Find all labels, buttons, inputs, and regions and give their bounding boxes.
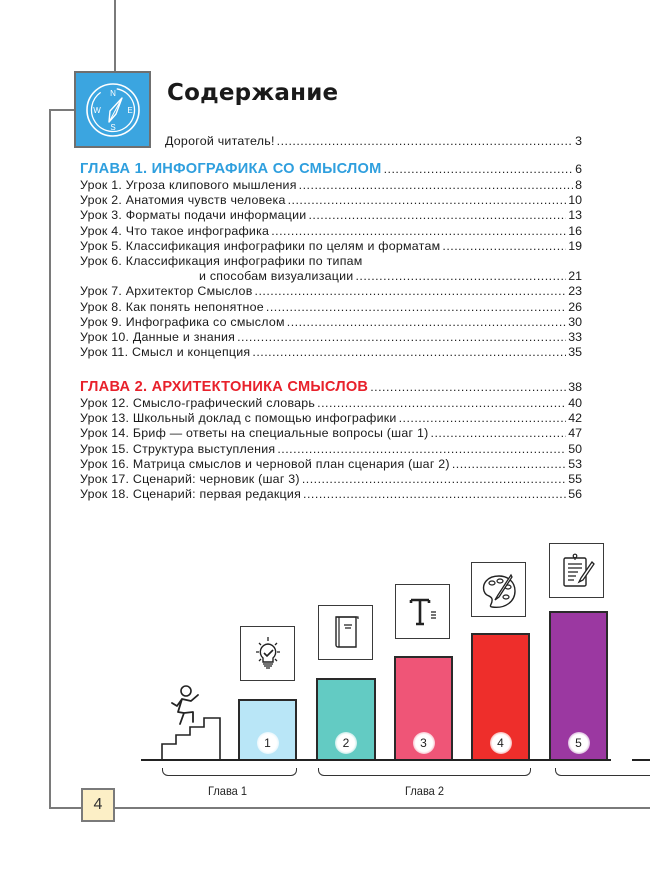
palette-icon (478, 569, 520, 611)
toc-page: 26 (568, 299, 582, 314)
toc-row-lesson-12[interactable] (80, 396, 582, 411)
toc-row-lesson-13[interactable] (80, 411, 582, 426)
leader-dots (317, 396, 566, 411)
step-bar-5 (549, 611, 608, 760)
leader-dots (452, 457, 566, 472)
toc-label: Урок 5. Классификация инфографики по целям и форматам (80, 238, 441, 253)
chapter-heading-2[interactable] (80, 378, 582, 396)
leader-dots (370, 378, 566, 396)
chapter-title: ГЛАВА 1. ИНФОГРАФИКА СО СМЫСЛОМ (80, 161, 382, 177)
step-number: 4 (490, 732, 512, 754)
icon-box-5 (549, 543, 604, 598)
toc-page: 33 (568, 330, 582, 345)
leader-dots (287, 315, 566, 330)
toc-label: Дорогой читатель! (165, 134, 275, 148)
lightbulb-check-icon (248, 634, 288, 674)
step-bar-1 (238, 699, 297, 760)
icon-box-2 (318, 605, 373, 660)
clipboard-pencil-icon (556, 550, 598, 592)
toc-page: 30 (568, 314, 582, 329)
toc-page: 21 (568, 269, 582, 284)
frame-line-top (114, 0, 116, 72)
toc-label: Урок 14. Бриф — ответы на специальные вопросы (шаг 1) (80, 426, 429, 441)
toc-label: Урок 6. Классификация инфографики по типам (80, 254, 363, 269)
toc-label: Урок 1. Угроза клипового мышления (80, 178, 297, 192)
book-icon (326, 611, 366, 655)
text-format-icon (403, 592, 443, 632)
leader-dots (399, 411, 567, 426)
leader-dots (271, 224, 566, 239)
toc-page: 16 (568, 223, 582, 238)
brace-chapter-1 (162, 768, 297, 776)
frame-line-bottom (114, 807, 650, 809)
step-bar-3 (394, 656, 453, 760)
icon-box-1 (240, 626, 295, 681)
step-bar-2 (316, 678, 376, 760)
toc-label: Урок 13. Школьный доклад с помощью инфографики (80, 411, 397, 426)
toc-page: 10 (568, 193, 582, 208)
toc-label: Урок 9. Инфографика со смыслом (80, 314, 285, 329)
toc-row-lesson-1[interactable] (80, 178, 582, 193)
page-title: Содержание (167, 80, 339, 106)
leader-dots (277, 134, 573, 149)
toc-label: Урок 18. Сценарий: первая редакция (80, 487, 302, 502)
toc-row-lesson-4[interactable] (80, 224, 582, 239)
brace-chapter-2 (318, 768, 531, 776)
step-number: 3 (413, 732, 435, 754)
frame-line-connector (49, 109, 75, 111)
ground-line (141, 759, 611, 761)
toc-row-lesson-11[interactable] (80, 345, 582, 360)
brace-label-chapter-2: Глава 2 (405, 784, 445, 798)
toc-label: Урок 17. Сценарий: черновик (шаг 3) (80, 472, 300, 487)
leader-dots (266, 300, 566, 315)
toc-chapter-2 (80, 378, 582, 502)
toc-row-lesson-6-cont[interactable] (80, 269, 582, 284)
toc-page: 8 (575, 178, 582, 192)
svg-text:W: W (92, 105, 101, 115)
leader-dots (355, 269, 566, 284)
toc-label: Урок 7. Архитектор Смыслов (80, 284, 253, 299)
leader-dots (288, 193, 567, 208)
toc-label: Урок 10. Данные и знания (80, 330, 236, 345)
toc-intro (165, 134, 582, 149)
toc-label: Урок 15. Структура выступления (80, 441, 276, 456)
compass-icon-box (74, 71, 151, 148)
toc-page: 56 (568, 487, 582, 502)
toc-page: 19 (568, 238, 582, 253)
step-number: 5 (568, 732, 590, 754)
chapter-title: ГЛАВА 2. АРХИТЕКТОНИКА СМЫСЛОВ (80, 379, 369, 395)
toc-label: Урок 4. Что такое инфографика (80, 223, 270, 238)
leader-dots (384, 160, 574, 178)
toc-row-lesson-2[interactable] (80, 193, 582, 208)
toc-page: 23 (568, 284, 582, 299)
brace-chapter-3 (555, 768, 650, 776)
compass-icon (82, 79, 144, 141)
toc-row-lesson-9[interactable] (80, 315, 582, 330)
icon-box-3 (395, 584, 450, 639)
toc-label: Урок 11. Смысл и концепция (80, 345, 251, 360)
step-number: 2 (335, 732, 357, 754)
toc-page: 40 (568, 396, 582, 410)
leader-dots (299, 178, 573, 193)
icon-box-4 (471, 562, 526, 617)
toc-row-lesson-3[interactable] (80, 208, 582, 223)
frame-line-left (49, 109, 51, 809)
toc-row-lesson-14[interactable] (80, 426, 582, 441)
toc-page: 47 (568, 426, 582, 441)
toc-row-lesson-8[interactable] (80, 300, 582, 315)
toc-chapter-1 (80, 160, 582, 360)
toc-page: 6 (575, 162, 582, 176)
toc-row-lesson-7[interactable] (80, 284, 582, 299)
brace-label-chapter-1: Глава 1 (208, 784, 248, 798)
svg-text:N: N (109, 88, 116, 98)
leader-dots (308, 208, 566, 223)
toc-page: 35 (568, 345, 582, 360)
chapter-heading-1[interactable] (80, 160, 582, 178)
toc-label: Урок 8. Как понять непонятное (80, 299, 264, 314)
leader-dots (431, 426, 567, 441)
leader-dots (255, 284, 567, 299)
toc-row-lesson-18[interactable] (80, 487, 582, 502)
toc-row-lesson-17[interactable] (80, 472, 582, 487)
leader-dots (237, 330, 566, 345)
toc-row-lesson-16[interactable] (80, 457, 582, 472)
toc-row-lesson-5[interactable] (80, 239, 582, 254)
ground-line-right (632, 759, 650, 761)
step-number: 1 (257, 732, 279, 754)
toc-page: 53 (568, 456, 582, 471)
leader-dots (252, 345, 566, 360)
svg-text:E: E (126, 105, 133, 115)
toc-row-intro[interactable] (165, 134, 582, 149)
leader-dots (442, 239, 566, 254)
toc-row-lesson-10[interactable] (80, 330, 582, 345)
frame-line-bottom-left (49, 807, 82, 809)
toc-page: 13 (568, 208, 582, 223)
toc-label: Урок 12. Смысло-графический словарь (80, 396, 316, 410)
leader-dots (303, 487, 566, 502)
toc-page: 38 (568, 380, 582, 394)
leader-dots (277, 442, 566, 457)
toc-page: 42 (568, 411, 582, 426)
page-number: 4 (81, 788, 115, 822)
step-bar-4 (471, 633, 530, 760)
svg-text:S: S (109, 122, 116, 132)
toc-page: 50 (568, 441, 582, 456)
toc-row-lesson-15[interactable] (80, 442, 582, 457)
toc-label: Урок 16. Матрица смыслов и черновой план сценария (шаг 2) (80, 456, 450, 471)
toc-label-continuation: и способам визуализации (199, 269, 354, 284)
toc-label: Урок 2. Анатомия чувств человека (80, 193, 286, 208)
toc-label: Урок 3. Форматы подачи информации (80, 208, 307, 223)
leader-dots (302, 472, 566, 487)
toc-page: 3 (575, 134, 582, 148)
person-climbing-stairs-icon (158, 680, 224, 762)
toc-page: 55 (568, 472, 582, 487)
toc-row-lesson-6[interactable] (80, 254, 582, 269)
